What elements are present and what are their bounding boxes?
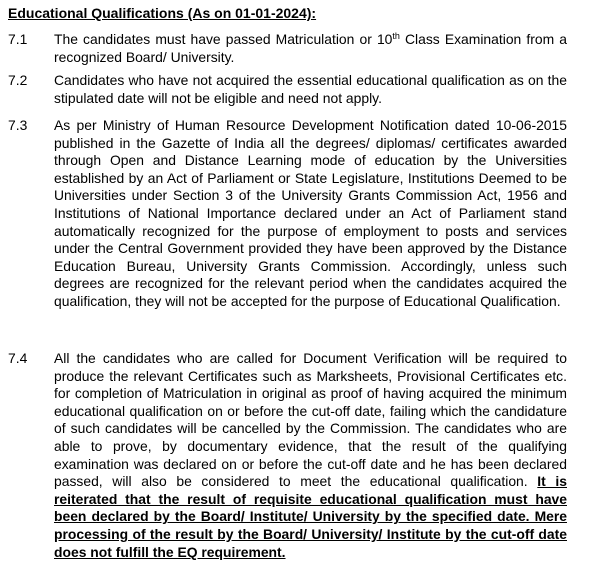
clause-text-part: All the candidates who are called for Document Verification will be required to produce the relevant Certificates such as Marksheets, Provisional Certificates etc. for completion of Matriculation in original as proof of having acquired the minimum educational qualification on or before the cut-off date, failing which the candidature of such candidates will be cancelled by the Commission. The candidates who are able to prove, by documentary evidence, that the result of the qualifying examination was declared on or before the cut-off date and he has been declared passed, will also be considered to meet the educational qualification.: [54, 350, 567, 490]
section-heading: Educational Qualifications (As on 01-01-2024):: [8, 5, 317, 21]
clause-number: 7.2: [8, 72, 28, 88]
ordinal-suffix: th: [392, 31, 400, 41]
clause-number: 7.1: [8, 31, 28, 47]
clause-text-part: The candidates must have passed Matriculation or 10: [54, 31, 393, 47]
clause-number: 7.4: [8, 350, 28, 366]
emphasis-text: It is reiterated that the result of requisite educational qualification must have been declared by the Board/ Institute/ University by the specified date. Mere processing of the result by the Board/ University/ Institute by the cut-off date does not fulfill the EQ requirement.: [54, 473, 567, 560]
clause-text-part: Class Examination from a recognized Board/ University.: [54, 31, 567, 65]
clause-text: As per Ministry of Human Resource Development Notification dated 10-06-2015 published in the Gazette of India all the degrees/ diplomas/ certificates awarded through Open and Distance Learning mode of education by the Universities established by an Act of Parliament or State Legislature, Institutions Deemed to be Universities under Section 3 of the University Grants Commission Act, 1956 and Institutions of National Importance declared under an Act of Parliament stand automatically recognized for the purpose of employment to posts and services under the Central Government provided they have been approved by the Distance Education Bureau, University Grants Commission. Accordingly, unless such degrees are recognized for the relevant period when the candidates acquired the qualification, they will not be accepted for the purpose of Educational Qualification.: [54, 117, 567, 309]
clause-text: [54, 350, 567, 561]
clause-number: 7.3: [8, 117, 28, 133]
clause-text: Candidates who have not acquired the essential educational qualification as on the stipulated date will not be eligible and need not apply.: [54, 72, 567, 106]
clause-text: [54, 31, 567, 66]
